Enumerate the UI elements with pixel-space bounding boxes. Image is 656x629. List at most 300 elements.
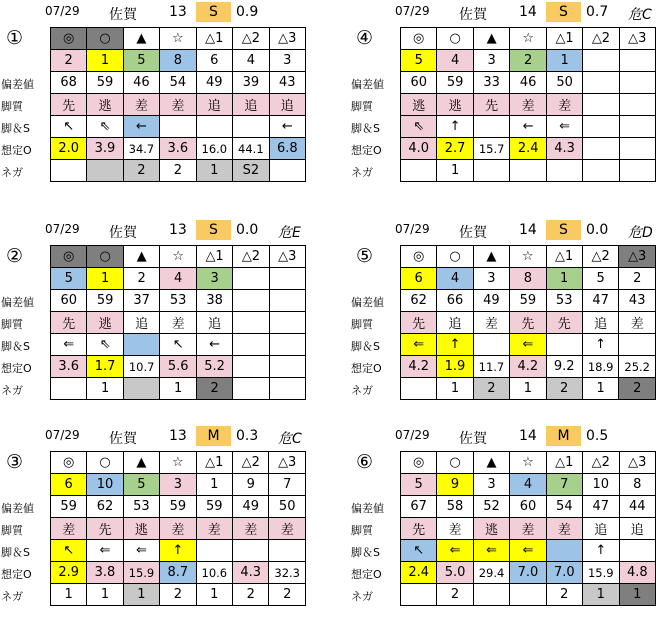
- grid-cell: 46: [510, 72, 546, 94]
- grid-cell: 4: [160, 268, 196, 290]
- grid-cell: 54: [546, 496, 582, 518]
- row-label-nega: ネガ: [351, 166, 373, 179]
- grid-cell: 9: [233, 474, 269, 496]
- grid-cell: 5: [123, 474, 160, 496]
- grid-cell: 1: [87, 50, 123, 72]
- horse-number-row: [401, 474, 656, 496]
- row-label-estimated: 想定O: [351, 568, 382, 581]
- grid-cell: △1: [546, 246, 582, 268]
- grid-cell: 59: [437, 72, 473, 94]
- grid-cell: 59: [87, 72, 123, 94]
- race-place: 佐賀: [109, 225, 137, 241]
- grid-cell: [583, 160, 619, 182]
- grid-cell: 3: [269, 50, 305, 72]
- grid-cell: 49: [233, 496, 269, 518]
- grid-cell: ⇐: [437, 540, 473, 562]
- grid-cell: 53: [160, 290, 196, 312]
- leg-speed-row: [51, 540, 306, 562]
- grid-cell: [473, 116, 510, 138]
- grid-cell: ↑: [437, 116, 473, 138]
- grid-cell: 1: [583, 584, 620, 606]
- grid-cell: △3: [269, 28, 305, 50]
- grid-cell: 5.2: [196, 356, 232, 378]
- race-value: 0.9: [236, 4, 259, 20]
- grid-cell: [619, 50, 655, 72]
- row-label-deviation: 偏差値: [1, 78, 34, 91]
- deviation-row: [51, 290, 306, 312]
- grid-cell: ⇐: [123, 540, 160, 562]
- race-header: [350, 424, 656, 446]
- race-panel: [350, 0, 656, 205]
- grid-cell: [401, 378, 437, 400]
- nega-row: [51, 378, 306, 400]
- grid-cell: 追: [269, 94, 305, 116]
- grid-cell: [583, 50, 619, 72]
- grid-cell: 62: [87, 496, 123, 518]
- grid-cell: 差: [269, 518, 306, 540]
- grid-cell: ○: [437, 246, 473, 268]
- grid-cell: 16.0: [196, 138, 233, 160]
- panel-number: ⑤: [356, 245, 374, 267]
- danger-rank: 危C: [278, 431, 302, 447]
- grid-cell: 差: [160, 312, 196, 334]
- grid-cell: 2: [160, 584, 196, 606]
- grid-cell: [583, 138, 619, 160]
- grid-cell: 4: [510, 474, 546, 496]
- grid-cell: 1: [437, 160, 473, 182]
- grid-cell: 逃: [123, 518, 160, 540]
- grid-cell: △3: [619, 246, 656, 268]
- deviation-row: [401, 72, 656, 94]
- grid-cell: 差: [473, 312, 510, 334]
- race-header: [350, 218, 656, 240]
- grid-cell: 32.3: [269, 562, 306, 584]
- running-style-row: [401, 94, 656, 116]
- grid-cell: 7.0: [510, 562, 546, 584]
- race-panel: [350, 424, 656, 629]
- grid-cell: 59: [510, 290, 546, 312]
- grid-cell: 5.0: [437, 562, 473, 584]
- grid-cell: 2: [196, 378, 232, 400]
- grid-cell: ○: [437, 452, 473, 474]
- grid-cell: △3: [619, 28, 655, 50]
- grid-cell: [51, 160, 87, 182]
- panel-number: ③: [6, 451, 24, 473]
- grid-cell: 4.3: [546, 138, 582, 160]
- grid-cell: ⇖: [401, 116, 437, 138]
- row-label-leg-s: 脚＆S: [1, 546, 30, 559]
- grid-cell: 逃: [401, 94, 437, 116]
- grid-cell: ◎: [51, 452, 87, 474]
- horse-number-row: [51, 268, 306, 290]
- grid-cell: 差: [123, 94, 160, 116]
- grid-cell: 34.7: [123, 138, 160, 160]
- grid-cell: 5: [123, 50, 160, 72]
- grid-cell: 3: [196, 268, 232, 290]
- grid-cell: 3.9: [87, 138, 123, 160]
- race-number: 13: [169, 4, 187, 20]
- grid-cell: 差: [546, 94, 582, 116]
- row-label-leg-s: 脚＆S: [351, 122, 380, 135]
- grid-cell: ☆: [160, 452, 196, 474]
- row-label-nega: ネガ: [1, 384, 23, 397]
- grid-cell: 44.1: [233, 138, 270, 160]
- grid-cell: [546, 334, 582, 356]
- running-style-row: [51, 518, 306, 540]
- grid-cell: 10: [87, 474, 123, 496]
- grid-cell: 67: [401, 496, 437, 518]
- grid-cell: [123, 378, 160, 400]
- grid-cell: ↖: [51, 116, 87, 138]
- grid-cell: 逃: [437, 94, 473, 116]
- grid-cell: 2: [546, 378, 582, 400]
- grid-cell: 追: [233, 94, 270, 116]
- race-date: 07/29: [395, 4, 430, 18]
- deviation-row: [401, 290, 656, 312]
- grid-cell: 差: [437, 518, 473, 540]
- grid-cell: ○: [87, 28, 123, 50]
- grid-cell: 5: [401, 474, 437, 496]
- nega-row: [401, 160, 656, 182]
- grid-cell: ☆: [510, 28, 546, 50]
- row-label-running-style: 脚質: [351, 100, 373, 113]
- grid-cell: [546, 540, 582, 562]
- surface-badge: S: [546, 2, 581, 22]
- row-label-deviation: 偏差値: [1, 502, 34, 515]
- grid-cell: [619, 334, 656, 356]
- grid-cell: 47: [583, 496, 620, 518]
- grid-cell: 1: [87, 268, 123, 290]
- grid-cell: 1: [510, 378, 546, 400]
- grid-cell: 50: [546, 72, 582, 94]
- grid-cell: 5: [582, 268, 619, 290]
- grid-cell: 60: [510, 496, 546, 518]
- grid-cell: 10.7: [123, 356, 160, 378]
- row-label-running-style: 脚質: [351, 318, 373, 331]
- marks-row: [51, 452, 306, 474]
- grid-cell: △2: [582, 246, 619, 268]
- grid-cell: 9.2: [546, 356, 582, 378]
- race-grid: [400, 27, 656, 182]
- grid-cell: △1: [546, 28, 582, 50]
- estimated-odds-row: [401, 356, 656, 378]
- grid-cell: 5.6: [160, 356, 196, 378]
- grid-cell: 差: [196, 518, 233, 540]
- grid-cell: 52: [473, 496, 510, 518]
- grid-cell: [619, 540, 655, 562]
- grid-cell: 1: [582, 378, 619, 400]
- grid-cell: 4.2: [510, 356, 546, 378]
- race-value: 0.5: [586, 428, 609, 444]
- grid-cell: ←: [196, 334, 232, 356]
- grid-cell: 59: [196, 496, 233, 518]
- surface-badge: S: [196, 220, 231, 240]
- grid-cell: 1: [160, 378, 196, 400]
- grid-cell: [619, 116, 655, 138]
- grid-cell: [401, 584, 437, 606]
- grid-cell: ○: [87, 246, 123, 268]
- race-panel: [0, 218, 306, 423]
- race-date: 07/29: [395, 222, 430, 236]
- danger-rank: 危C: [628, 7, 652, 23]
- grid-cell: [160, 116, 196, 138]
- grid-cell: 逃: [87, 94, 123, 116]
- grid-cell: [583, 72, 619, 94]
- grid-cell: ⇐: [51, 334, 87, 356]
- grid-cell: 2: [51, 50, 87, 72]
- race-panel: [0, 0, 306, 205]
- grid-cell: [510, 160, 546, 182]
- grid-cell: 8: [510, 268, 546, 290]
- grid-cell: △2: [583, 452, 620, 474]
- grid-cell: [196, 116, 233, 138]
- nega-row: [51, 584, 306, 606]
- grid-cell: 29.4: [473, 562, 510, 584]
- deviation-row: [401, 496, 656, 518]
- row-label-nega: ネガ: [1, 166, 23, 179]
- grid-cell: [87, 160, 123, 182]
- grid-cell: ◎: [51, 28, 87, 50]
- grid-cell: 25.2: [619, 356, 656, 378]
- grid-cell: 追: [583, 518, 620, 540]
- horse-number-row: [51, 50, 306, 72]
- panel-number: ①: [6, 27, 24, 49]
- grid-cell: ⇐: [510, 334, 546, 356]
- marks-row: [401, 28, 656, 50]
- grid-cell: △3: [619, 452, 655, 474]
- grid-cell: 2: [619, 268, 656, 290]
- grid-cell: [619, 94, 655, 116]
- race-value: 0.3: [236, 428, 259, 444]
- grid-cell: [269, 334, 305, 356]
- grid-cell: 先: [51, 312, 87, 334]
- grid-cell: ◎: [401, 246, 437, 268]
- grid-cell: 2: [510, 50, 546, 72]
- grid-cell: △1: [196, 452, 233, 474]
- grid-cell: 2: [233, 584, 269, 606]
- grid-cell: [269, 378, 305, 400]
- grid-cell: △3: [269, 246, 305, 268]
- grid-cell: 6: [51, 474, 87, 496]
- marks-row: [51, 28, 306, 50]
- grid-cell: 追: [619, 518, 655, 540]
- grid-cell: 8: [160, 50, 196, 72]
- row-label-leg-s: 脚＆S: [1, 340, 30, 353]
- grid-cell: 8: [619, 474, 655, 496]
- grid-cell: 1: [619, 584, 655, 606]
- grid-cell: ↑: [583, 540, 620, 562]
- grid-cell: ▲: [473, 28, 510, 50]
- surface-badge: S: [196, 2, 231, 22]
- grid-cell: 1: [123, 584, 160, 606]
- horse-number-row: [401, 268, 656, 290]
- deviation-row: [51, 496, 306, 518]
- grid-cell: [123, 334, 160, 356]
- leg-speed-row: [51, 116, 306, 138]
- estimated-odds-row: [51, 138, 306, 160]
- grid-cell: ⇐: [546, 116, 582, 138]
- race-grid: [400, 245, 656, 400]
- row-label-running-style: 脚質: [1, 318, 23, 331]
- row-label-deviation: 偏差値: [351, 296, 384, 309]
- grid-cell: △1: [196, 246, 232, 268]
- grid-cell: 4.0: [401, 138, 437, 160]
- grid-cell: [233, 268, 269, 290]
- estimated-odds-row: [401, 138, 656, 160]
- marks-row: [51, 246, 306, 268]
- row-label-estimated: 想定O: [351, 362, 382, 375]
- grid-cell: [619, 160, 655, 182]
- grid-cell: 2: [546, 584, 582, 606]
- running-style-row: [51, 94, 306, 116]
- grid-cell: ○: [437, 28, 473, 50]
- grid-cell: [196, 540, 233, 562]
- race-grid: [50, 245, 306, 400]
- panel-number: ④: [356, 27, 374, 49]
- grid-cell: 1: [196, 584, 233, 606]
- race-panel: [350, 218, 656, 423]
- grid-cell: ⇐: [87, 540, 123, 562]
- grid-cell: 先: [473, 94, 510, 116]
- race-place: 佐賀: [459, 7, 487, 23]
- grid-cell: 2: [123, 268, 160, 290]
- race-value: 0.0: [236, 222, 259, 238]
- grid-cell: 4.2: [401, 356, 437, 378]
- row-label-nega: ネガ: [351, 384, 373, 397]
- grid-cell: 15.9: [123, 562, 160, 584]
- row-label-deviation: 偏差値: [1, 296, 34, 309]
- race-number: 14: [519, 4, 537, 20]
- grid-cell: 38: [196, 290, 232, 312]
- grid-cell: 差: [546, 518, 582, 540]
- estimated-odds-row: [401, 562, 656, 584]
- grid-cell: 追: [437, 312, 473, 334]
- estimated-odds-row: [51, 356, 306, 378]
- grid-cell: 43: [619, 290, 656, 312]
- grid-cell: 7.0: [546, 562, 582, 584]
- grid-cell: ↑: [582, 334, 619, 356]
- race-grid: [400, 451, 656, 606]
- row-label-leg-s: 脚＆S: [351, 340, 380, 353]
- grid-cell: 44: [619, 496, 655, 518]
- grid-cell: 10: [583, 474, 620, 496]
- grid-cell: [269, 540, 306, 562]
- grid-cell: [233, 116, 270, 138]
- grid-cell: [269, 290, 305, 312]
- deviation-row: [51, 72, 306, 94]
- grid-cell: 60: [401, 72, 437, 94]
- grid-cell: 59: [87, 290, 123, 312]
- grid-cell: 2: [437, 584, 473, 606]
- grid-cell: 1: [437, 378, 473, 400]
- leg-speed-row: [401, 116, 656, 138]
- grid-cell: 差: [51, 518, 87, 540]
- grid-cell: ⇐: [401, 334, 437, 356]
- race-place: 佐賀: [109, 7, 137, 23]
- grid-cell: 5: [401, 50, 437, 72]
- row-label-nega: ネガ: [1, 590, 23, 603]
- race-value: 0.7: [586, 4, 609, 20]
- grid-cell: [233, 334, 269, 356]
- grid-cell: [583, 116, 619, 138]
- grid-cell: 2.4: [401, 562, 437, 584]
- grid-cell: 10.6: [196, 562, 233, 584]
- surface-badge: M: [546, 426, 581, 446]
- grid-cell: 1: [196, 474, 233, 496]
- grid-cell: [233, 312, 269, 334]
- row-label-estimated: 想定O: [351, 144, 382, 157]
- grid-cell: [583, 94, 619, 116]
- row-label-leg-s: 脚＆S: [1, 122, 30, 135]
- surface-badge: S: [546, 220, 581, 240]
- row-label-running-style: 脚質: [1, 100, 23, 113]
- row-label-estimated: 想定O: [1, 144, 32, 157]
- grid-cell: ☆: [510, 452, 546, 474]
- grid-cell: 2: [123, 160, 160, 182]
- grid-cell: △2: [233, 28, 270, 50]
- grid-cell: 3: [160, 474, 196, 496]
- danger-rank: 危D: [628, 225, 653, 241]
- grid-cell: △1: [196, 28, 233, 50]
- grid-cell: [233, 356, 269, 378]
- panel-number: ②: [6, 245, 24, 267]
- grid-cell: [473, 584, 510, 606]
- grid-cell: [619, 72, 655, 94]
- grid-cell: 4.8: [619, 562, 655, 584]
- grid-cell: 差: [233, 518, 269, 540]
- leg-speed-row: [51, 334, 306, 356]
- grid-cell: 3.8: [87, 562, 123, 584]
- grid-cell: [233, 378, 269, 400]
- row-label-running-style: 脚質: [1, 524, 23, 537]
- grid-cell: ⇐: [510, 540, 546, 562]
- grid-cell: 4: [233, 50, 270, 72]
- grid-cell: 先: [51, 94, 87, 116]
- grid-cell: 逃: [473, 518, 510, 540]
- grid-cell: 18.9: [582, 356, 619, 378]
- grid-cell: 先: [401, 518, 437, 540]
- grid-cell: 58: [437, 496, 473, 518]
- race-grid: [50, 27, 306, 182]
- race-header: [350, 0, 656, 22]
- race-header: [0, 424, 330, 446]
- grid-cell: ←: [123, 116, 160, 138]
- grid-cell: [233, 540, 269, 562]
- grid-cell: 差: [510, 518, 546, 540]
- grid-cell: ⇖: [87, 334, 123, 356]
- surface-badge: M: [196, 426, 231, 446]
- horse-number-row: [51, 474, 306, 496]
- row-label-deviation: 偏差値: [351, 502, 384, 515]
- grid-cell: 2: [473, 378, 510, 400]
- grid-cell: 4.3: [233, 562, 269, 584]
- grid-cell: 2.7: [437, 138, 473, 160]
- race-header: [0, 218, 330, 240]
- horse-number-row: [401, 50, 656, 72]
- grid-cell: 59: [160, 496, 196, 518]
- grid-cell: ↖: [401, 540, 437, 562]
- grid-cell: ←: [269, 116, 305, 138]
- grid-cell: ☆: [160, 28, 196, 50]
- grid-cell: ▲: [123, 246, 160, 268]
- grid-cell: 3: [473, 268, 510, 290]
- grid-cell: [269, 312, 305, 334]
- grid-cell: 1: [196, 160, 233, 182]
- grid-cell: 8.7: [160, 562, 196, 584]
- grid-cell: 46: [123, 72, 160, 94]
- grid-cell: [473, 334, 510, 356]
- grid-cell: 先: [401, 312, 437, 334]
